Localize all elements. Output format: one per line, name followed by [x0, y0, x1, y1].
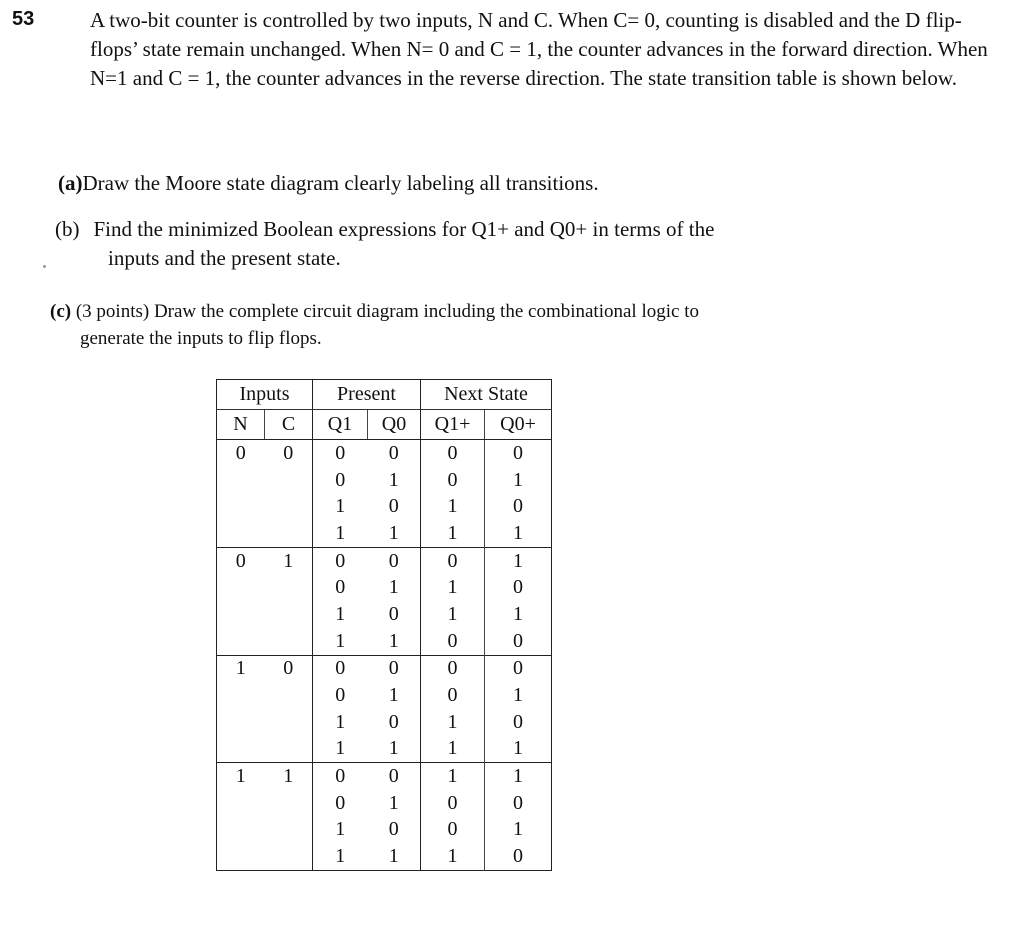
part-a-label: (a) — [58, 171, 83, 195]
cell-q1: 0 — [313, 440, 368, 467]
cell-q1-next: 1 — [421, 843, 485, 870]
cell-q0-next: 1 — [485, 763, 552, 790]
cell-q1: 1 — [313, 493, 368, 520]
cell-n — [217, 574, 265, 601]
cell-c — [265, 709, 313, 736]
cell-c — [265, 520, 313, 547]
part-b-continuation: inputs and the present state. — [108, 246, 341, 270]
cell-q1-next: 1 — [421, 763, 485, 790]
part-a — [58, 169, 599, 198]
cell-q1: 0 — [313, 655, 368, 682]
cell-q1: 0 — [313, 574, 368, 601]
cell-c — [265, 574, 313, 601]
cell-c: 1 — [265, 763, 313, 790]
part-b-text: Find the minimized Boolean expressions for Q1+ and Q0+ in terms of the — [93, 217, 715, 241]
cell-q1-next: 0 — [421, 628, 485, 655]
cell-q1-next: 1 — [421, 736, 485, 763]
cell-q0-next: 1 — [485, 682, 552, 709]
cell-q1: 1 — [313, 817, 368, 844]
col-header-n: N — [217, 410, 265, 440]
cell-q0-next: 0 — [485, 655, 552, 682]
col-header-q0-next: Q0+ — [485, 410, 552, 440]
cell-n: 1 — [217, 763, 265, 790]
question-number: 53 — [12, 8, 35, 30]
cell-q0: 1 — [388, 629, 399, 652]
cell-q0: 1 — [388, 576, 399, 599]
cell-q1: 1 — [313, 736, 368, 763]
header-inputs: Inputs — [217, 380, 313, 410]
cell-q1-next: 0 — [421, 467, 485, 494]
table-row — [217, 709, 552, 736]
cell-q0-next: 1 — [485, 547, 552, 574]
cell-n — [217, 628, 265, 655]
cell-q1: 0 — [313, 790, 368, 817]
cell-q1: 0 — [313, 467, 368, 494]
table-row — [217, 574, 552, 601]
cell-n — [217, 493, 265, 520]
cell-c: 0 — [283, 441, 294, 464]
cell-q0: 0 — [388, 818, 399, 841]
cell-q0: 0 — [368, 655, 421, 682]
cell-c: 1 — [265, 547, 313, 574]
col-header-q0: Q0 — [368, 410, 421, 440]
cell-n: 0 — [235, 441, 246, 464]
cell-n — [217, 843, 265, 870]
table-row — [217, 790, 552, 817]
cell-n — [217, 817, 265, 844]
part-c-label: (c) — [50, 301, 72, 322]
cell-c — [265, 790, 313, 817]
cell-q1: 1 — [313, 843, 368, 870]
cell-n — [217, 709, 265, 736]
cell-q1-next: 0 — [421, 547, 485, 574]
cell-q0: 1 — [388, 845, 399, 868]
cell-q0-next: 0 — [485, 440, 552, 467]
part-c-continuation: generate the inputs to flip flops. — [80, 328, 322, 349]
table-row — [217, 601, 552, 628]
col-header-q1-next: Q1+ — [421, 410, 485, 440]
cell-c — [265, 736, 313, 763]
cell-c: 0 — [265, 655, 313, 682]
cell-q1-next: 1 — [421, 493, 485, 520]
cell-c — [265, 628, 313, 655]
cell-n — [217, 682, 265, 709]
cell-n — [217, 601, 265, 628]
cell-c — [265, 682, 313, 709]
cell-q0-next: 0 — [485, 709, 552, 736]
cell-q1: 1 — [313, 628, 368, 655]
cell-q0: 1 — [388, 521, 399, 544]
cell-q1-next: 1 — [421, 520, 485, 547]
cell-n — [217, 467, 265, 494]
cell-q1: 0 — [313, 682, 368, 709]
cell-q1: 1 — [313, 601, 368, 628]
cell-q0-next: 0 — [485, 574, 552, 601]
cell-q0: 1 — [388, 791, 399, 814]
cell-c — [265, 843, 313, 870]
part-c-text: (3 points) Draw the complete circuit diagram including the combinational logic to — [75, 301, 699, 322]
cell-q0-next: 0 — [485, 790, 552, 817]
cell-q0-next: 0 — [485, 493, 552, 520]
col-header-q1: Q1 — [313, 410, 368, 440]
cell-q1: 1 — [313, 709, 368, 736]
cell-q0: 0 — [388, 441, 399, 464]
cell-q0: 0 — [388, 710, 399, 733]
table-row — [217, 628, 552, 655]
part-c — [50, 298, 699, 352]
cell-q0: 0 — [368, 763, 421, 790]
cell-q0: 1 — [388, 468, 399, 491]
cell-q0-next: 1 — [485, 467, 552, 494]
part-b-label: (b) — [55, 217, 80, 241]
cell-n: 0 — [217, 547, 265, 574]
cell-q1-next: 1 — [421, 709, 485, 736]
cell-q1-next: 0 — [421, 440, 485, 467]
question-intro: A two-bit counter is controlled by two inputs, N and C. When C= 0, counting is disabled and the D flip-flops’ state remain unchanged. When N= 0 and C = 1, the counter advances in the forward direction. When N=1 and C = 1, the counter advances in the reverse direction. The state transition table is shown below. — [90, 8, 988, 90]
cell-q1-next: 0 — [421, 655, 485, 682]
cell-q0-next: 0 — [485, 843, 552, 870]
cell-q1-next: 0 — [421, 817, 485, 844]
table-row — [217, 493, 552, 520]
cell-q1-next: 0 — [421, 790, 485, 817]
table-row — [217, 520, 552, 547]
cell-n — [217, 736, 265, 763]
part-b — [55, 215, 714, 273]
table-row — [217, 467, 552, 494]
table-row — [217, 763, 552, 790]
cell-q1-next: 0 — [421, 682, 485, 709]
state-transition-table — [216, 379, 552, 871]
cell-n: 1 — [217, 655, 265, 682]
cell-q0-next: 1 — [485, 520, 552, 547]
table-row — [217, 843, 552, 870]
cell-q1: 1 — [313, 520, 368, 547]
cell-q1: 0 — [313, 547, 368, 574]
cell-c — [265, 601, 313, 628]
cell-q0-next: 1 — [485, 736, 552, 763]
cell-q0: 0 — [388, 602, 399, 625]
cell-q0: 0 — [368, 547, 421, 574]
cell-q0: 1 — [388, 684, 399, 707]
table-row — [217, 817, 552, 844]
cell-c — [265, 817, 313, 844]
cell-q0-next: 1 — [485, 601, 552, 628]
cell-n — [217, 790, 265, 817]
part-a-text: Draw the Moore state diagram clearly labeling all transitions. — [82, 171, 599, 195]
header-present: Present — [313, 380, 421, 410]
cell-c — [265, 467, 313, 494]
cell-n — [217, 520, 265, 547]
cell-c — [265, 493, 313, 520]
table-row — [217, 547, 552, 574]
cell-q1: 0 — [313, 763, 368, 790]
cell-q1-next: 1 — [421, 574, 485, 601]
cell-q0-next: 0 — [485, 628, 552, 655]
cell-q0-next: 1 — [485, 817, 552, 844]
cell-q0: 1 — [388, 737, 399, 760]
table-row — [217, 655, 552, 682]
cell-q1-next: 1 — [421, 601, 485, 628]
col-header-c: C — [265, 410, 313, 440]
cell-q0: 0 — [388, 495, 399, 518]
table-row — [217, 440, 552, 467]
table-row — [217, 682, 552, 709]
header-next-state: Next State — [421, 380, 552, 410]
scan-speck — [43, 265, 46, 268]
table-row — [217, 736, 552, 763]
